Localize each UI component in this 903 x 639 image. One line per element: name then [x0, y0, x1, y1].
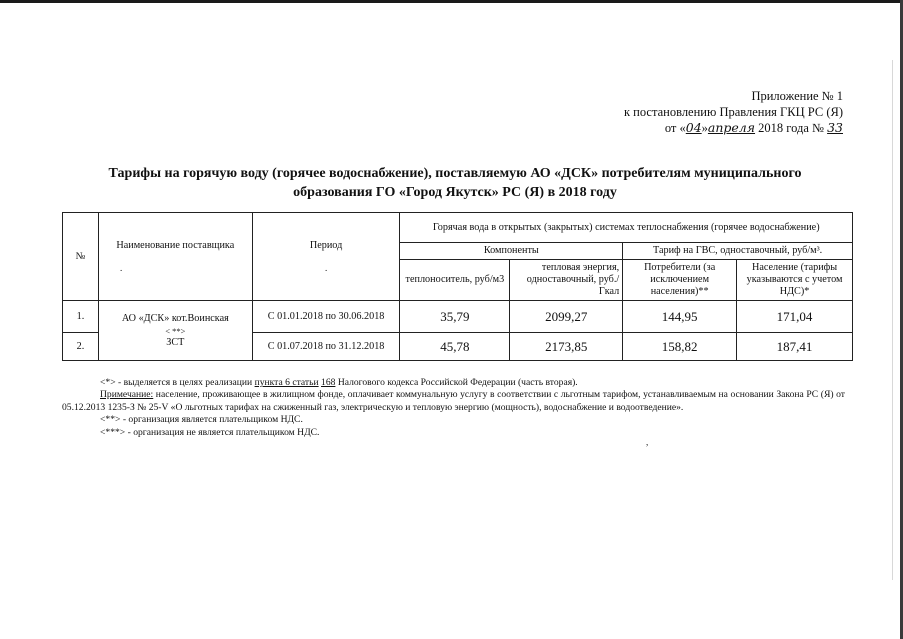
- title-line-2: образования ГО «Город Якутск» РС (Я) в 2018 году: [293, 185, 617, 200]
- footnote-1-tail: Налогового кодекса Российской Федерации (часть вторая).: [335, 377, 578, 388]
- footnote-1-link-article[interactable]: пункта 6 статьи: [254, 377, 319, 388]
- annex-date-suffix: 2018 года №: [755, 121, 828, 135]
- note-label: Примечание:: [100, 389, 154, 401]
- footnotes: [62, 377, 845, 439]
- header-num: №: [63, 213, 99, 301]
- header-supplier-dot: .: [119, 262, 123, 273]
- header-consumers: Потребители (за исключением населения)**: [623, 260, 737, 301]
- annex-month-handwritten: апреля: [707, 120, 756, 135]
- tariff-table: [62, 212, 853, 361]
- header-period: [252, 213, 400, 301]
- annex-header: [624, 88, 843, 136]
- title-line-1: Тарифы на горячую воду (горячее водоснабжение), поставляемую АО «ДСК» потребителям муниципального: [108, 166, 802, 181]
- footnote-1: [100, 377, 845, 389]
- row-energy: 2173,85: [510, 333, 623, 361]
- footnote-2: <**> - организация является плательщиком НДС.: [100, 414, 303, 426]
- header-tariff-gvs: Тариф на ГВС, одноставочный, руб/м³.: [623, 243, 853, 260]
- note-text: население, проживающее в жилищном фонде, оплачивает коммунальную услугу в соответствии с льготным тарифом, устанавливаемым на основании Закона РС (Я) от 05.12.2013 1235-З № 25-V «О льготных тарифах на сжиженный газ, электрическую и тепловую энергию (мощность), водоснабжение и водоотведение».: [62, 389, 845, 413]
- row-period: С 01.07.2018 по 31.12.2018: [252, 333, 400, 361]
- annex-line-1: Приложение № 1: [751, 89, 843, 103]
- row-period: С 01.01.2018 по 30.06.2018: [252, 301, 400, 333]
- row-consumers: 144,95: [623, 301, 737, 333]
- supplier-code: ЗСТ: [166, 336, 185, 348]
- scan-top-edge: [0, 0, 903, 3]
- row-consumers: 158,82: [623, 333, 737, 361]
- supplier-cell: [98, 301, 252, 361]
- table-row: [63, 301, 853, 333]
- footnote-1-text: <*> - выделяется в целях реализации: [100, 377, 255, 388]
- annex-date-prefix: от «: [664, 121, 686, 135]
- annex-line-2: к постановлению Правления ГКЦ РС (Я): [623, 105, 843, 119]
- header-energy: тепловая энергия, одноставочный, руб./Гкал: [510, 260, 623, 301]
- header-supplier-label: Наименование поставщика: [116, 239, 235, 251]
- header-supplier: [98, 213, 252, 301]
- scan-fold-line: [892, 60, 893, 580]
- annex-line-3: [624, 120, 843, 136]
- row-num: 1.: [63, 301, 99, 333]
- header-period-label: Период: [309, 239, 343, 251]
- row-carrier: 45,78: [400, 333, 510, 361]
- annex-date-mid: »: [701, 121, 708, 135]
- row-num: 2.: [63, 333, 99, 361]
- row-population: 187,41: [737, 333, 853, 361]
- header-group: Горячая вода в открытых (закрытых) системах теплоснабжения (горячее водоснабжение): [400, 213, 853, 243]
- row-energy: 2099,27: [510, 301, 623, 333]
- row-population: 171,04: [737, 301, 853, 333]
- header-population: Население (тарифы указываются с учетом НДС)*: [737, 260, 853, 301]
- annex-number-handwritten: 33: [827, 120, 843, 135]
- header-carrier: теплоноситель, руб/м3: [400, 260, 510, 301]
- header-period-dot: .: [324, 262, 328, 273]
- footnote-3: <***> - организация не является плательщиком НДС.: [100, 426, 320, 438]
- footnote-1-link-168[interactable]: 168: [321, 377, 336, 388]
- supplier-mark: < **>: [165, 325, 186, 336]
- annex-day-handwritten: 04: [685, 120, 702, 135]
- footnote-note: [62, 389, 845, 414]
- row-carrier: 35,79: [400, 301, 510, 333]
- supplier-name: АО «ДСК» кот.Воинская: [121, 312, 229, 324]
- document-title: [60, 164, 850, 202]
- header-components: Компоненты: [400, 243, 623, 260]
- stray-mark: ,: [646, 437, 649, 447]
